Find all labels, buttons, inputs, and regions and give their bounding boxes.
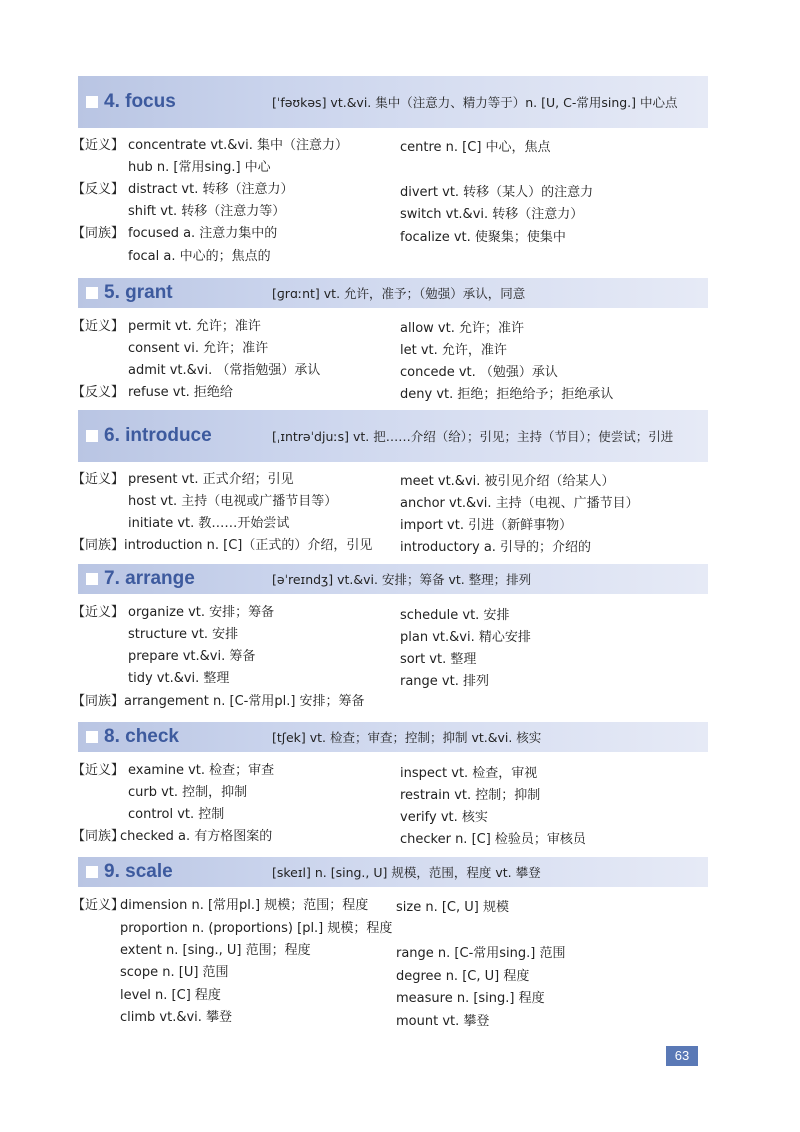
synonym-item: range vt. 排列: [400, 674, 489, 689]
synonym-item: let vt. 允许，准许: [400, 343, 507, 358]
family-item: checker n. [C] 检验员；审核员: [400, 832, 586, 847]
antonym-item: refuse vt. 拒绝给: [128, 385, 233, 400]
entry-header-check: [78, 722, 708, 752]
label-synonym: 【近义】: [72, 763, 125, 778]
entry-header-introduce: [78, 410, 708, 462]
family-item: focalize vt. 使聚集；使集中: [400, 230, 566, 245]
headword-text: 6. introduce: [104, 425, 212, 446]
synonym-item: structure vt. 安排: [128, 627, 239, 642]
page-number: 63: [666, 1046, 698, 1066]
headword-text: 9. scale: [104, 861, 173, 882]
synonym-item: tidy vt.&vi. 整理: [128, 671, 230, 686]
synonym-item: permit vt. 允许；准许: [128, 319, 261, 334]
headword: [78, 76, 268, 128]
entry-header-focus: [78, 76, 708, 128]
synonym-item: examine vt. 检查；审查: [128, 763, 275, 778]
antonym-item: deny vt. 拒绝；拒绝给予；拒绝承认: [400, 387, 614, 402]
label-family: 【同族】: [72, 226, 125, 241]
family-item: introduction n. [C]（正式的）介绍，引见: [124, 538, 373, 553]
antonym-item: shift vt. 转移（注意力等）: [128, 204, 286, 219]
synonym-item: scope n. [U] 范围: [120, 965, 229, 980]
square-bullet-icon: [86, 96, 98, 108]
headword: [78, 857, 268, 887]
synonym-item: concede vt. （勉强）承认: [400, 365, 558, 380]
square-bullet-icon: [86, 866, 98, 878]
antonym-item: divert vt. 转移（某人）的注意力: [400, 185, 594, 200]
synonym-item: measure n. [sing.] 程度: [396, 991, 545, 1006]
label-antonym: 【反义】: [72, 182, 125, 197]
synonym-item: allow vt. 允许；准许: [400, 321, 524, 336]
antonym-item: distract vt. 转移（注意力）: [128, 182, 294, 197]
headword: [78, 278, 268, 308]
headword: [78, 410, 268, 462]
family-item: introductory a. 引导的；介绍的: [400, 540, 592, 555]
synonym-item: host vt. 主持（电视或广播节目等）: [128, 494, 338, 509]
synonym-item: anchor vt.&vi. 主持（电视、广播节目）: [400, 496, 639, 511]
headword: [78, 564, 268, 594]
synonym-item: initiate vt. 教……开始尝试: [128, 516, 290, 531]
definition: [ˌɪntrəˈdjuːs] vt. 把……介绍（给）；引见；主持（节目）；使尝试；引进: [272, 428, 674, 444]
antonym-item: switch vt.&vi. 转移（注意力）: [400, 207, 584, 222]
label-antonym: 【反义】: [72, 385, 125, 400]
synonym-item: consent vi. 允许；准许: [128, 341, 269, 356]
synonym-item: control vt. 控制: [128, 807, 225, 822]
synonym-item: organize vt. 安排；筹备: [128, 605, 275, 620]
label-synonym: 【近义】: [72, 605, 125, 620]
synonym-item: range n. [C-常用sing.] 范围: [396, 946, 566, 961]
definition: [tʃek] vt. 检查；审查；控制；抑制 vt.&vi. 核实: [272, 729, 542, 745]
definition: [ˈfəʊkəs] vt.&vi. 集中（注意力、精力等于）n. [U, C-常用sing.] 中心点: [272, 94, 678, 110]
synonym-item: schedule vt. 安排: [400, 608, 510, 623]
headword-text: 4. focus: [104, 91, 176, 112]
synonym-item: present vt. 正式介绍；引见: [128, 472, 294, 487]
synonym-item: admit vt.&vi. （常指勉强）承认: [128, 363, 321, 378]
synonym-item: centre n. [C] 中心，焦点: [400, 140, 551, 155]
entry-header-grant: [78, 278, 708, 308]
square-bullet-icon: [86, 573, 98, 585]
headword-text: 7. arrange: [104, 568, 195, 589]
synonym-item: concentrate vt.&vi. 集中（注意力）: [128, 138, 348, 153]
headword: [78, 722, 268, 752]
definition: [skeɪl] n. [sing., U] 规模，范围，程度 vt. 攀登: [272, 864, 541, 880]
square-bullet-icon: [86, 287, 98, 299]
synonym-item: dimension n. [常用pl.] 规模；范围；程度: [120, 898, 369, 913]
synonym-item: extent n. [sing., U] 范围；程度: [120, 943, 311, 958]
synonym-item: import vt. 引进（新鲜事物）: [400, 518, 573, 533]
synonym-item: sort vt. 整理: [400, 652, 477, 667]
label-synonym: 【近义】: [72, 898, 125, 913]
family-item: focused a. 注意力集中的: [128, 226, 278, 241]
entry-header-arrange: [78, 564, 708, 594]
synonym-item: verify vt. 核实: [400, 810, 488, 825]
label-family: 【同族】: [72, 694, 125, 709]
synonym-item: inspect vt. 检查，审视: [400, 766, 538, 781]
label-synonym: 【近义】: [72, 319, 125, 334]
synonym-item: hub n. [常用sing.] 中心: [128, 160, 271, 175]
synonym-item: plan vt.&vi. 精心安排: [400, 630, 531, 645]
label-family: 【同族】: [72, 829, 125, 844]
square-bullet-icon: [86, 731, 98, 743]
family-item: arrangement n. [C-常用pl.] 安排；筹备: [124, 694, 365, 709]
synonym-item: size n. [C, U] 规模: [396, 900, 509, 915]
family-item: checked a. 有方格图案的: [120, 829, 273, 844]
synonym-item: meet vt.&vi. 被引见介绍（给某人）: [400, 474, 615, 489]
headword-text: 8. check: [104, 726, 179, 747]
synonym-item: level n. [C] 程度: [120, 988, 221, 1003]
definition: [əˈreɪndʒ] vt.&vi. 安排；筹备 vt. 整理；排列: [272, 571, 532, 587]
headword-text: 5. grant: [104, 282, 173, 303]
synonym-item: prepare vt.&vi. 筹备: [128, 649, 256, 664]
synonym-item: proportion n. (proportions) [pl.] 规模；程度: [120, 921, 393, 936]
entry-header-scale: [78, 857, 708, 887]
family-item: focal a. 中心的；焦点的: [128, 249, 271, 264]
synonym-item: degree n. [C, U] 程度: [396, 969, 530, 984]
synonym-item: curb vt. 控制，抑制: [128, 785, 248, 800]
synonym-item: climb vt.&vi. 攀登: [120, 1010, 233, 1025]
square-bullet-icon: [86, 430, 98, 442]
synonym-item: mount vt. 攀登: [396, 1014, 490, 1029]
definition: [ɡrɑːnt] vt. 允许，准予；（勉强）承认，同意: [272, 285, 526, 301]
label-family: 【同族】: [72, 538, 125, 553]
synonym-item: restrain vt. 控制；抑制: [400, 788, 541, 803]
label-synonym: 【近义】: [72, 472, 125, 487]
label-synonym: 【近义】: [72, 138, 125, 153]
